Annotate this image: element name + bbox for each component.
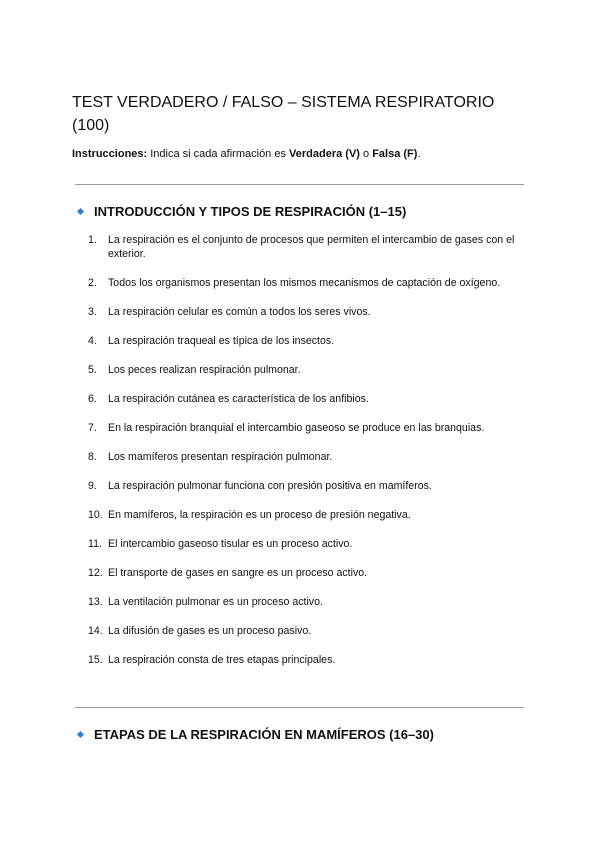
question-number: 1. <box>88 234 97 246</box>
question-number: 4. <box>88 335 97 347</box>
divider <box>75 184 524 185</box>
question-text: La respiración celular es común a todos los seres vivos. <box>108 306 371 318</box>
question-item <box>88 450 528 464</box>
instructions-text-before: Indica si cada afirmación es <box>147 148 290 160</box>
section-heading-1 <box>76 204 406 219</box>
question-text: La respiración traqueal es típica de los insectos. <box>108 335 335 347</box>
question-number: 6. <box>88 393 97 405</box>
question-number: 13. <box>88 596 103 608</box>
question-text: El intercambio gaseoso tisular es un proceso activo. <box>108 538 353 550</box>
question-number: 11. <box>88 538 102 550</box>
question-text: La respiración es el conjunto de procesos que permiten el intercambio de gases con el exterior. <box>108 234 515 260</box>
question-text: La respiración consta de tres etapas principales. <box>108 654 336 666</box>
question-number: 15. <box>88 654 103 666</box>
question-text: En la respiración branquial el intercambio gaseoso se produce en las branquias. <box>108 422 485 434</box>
section-heading-text: ETAPAS DE LA RESPIRACIÓN EN MAMÍFEROS (16–30) <box>94 727 434 742</box>
instructions-text-middle: o <box>359 148 373 160</box>
instructions-falsa: Falsa (F) <box>372 148 418 160</box>
question-number: 9. <box>88 480 97 492</box>
question-item <box>88 479 528 493</box>
question-text: Los peces realizan respiración pulmonar. <box>108 364 301 376</box>
question-number: 3. <box>88 306 97 318</box>
question-text: Todos los organismos presentan los mismos mecanismos de captación de oxígeno. <box>108 277 501 289</box>
question-text: En mamíferos, la respiración es un proceso de presión negativa. <box>108 509 411 521</box>
section-heading-2 <box>76 727 434 742</box>
instructions-text-after: . <box>417 148 421 160</box>
question-item <box>88 653 528 667</box>
question-text: Los mamíferos presentan respiración pulmonar. <box>108 451 333 463</box>
question-text: La ventilación pulmonar es un proceso activo. <box>108 596 323 608</box>
question-text: La respiración cutánea es característica de los anfibios. <box>108 393 369 405</box>
section-heading-text: INTRODUCCIÓN Y TIPOS DE RESPIRACIÓN (1–15) <box>94 204 407 219</box>
question-number: 8. <box>88 451 97 463</box>
question-number: 12. <box>88 567 103 579</box>
question-item <box>88 233 528 261</box>
question-text: La respiración pulmonar funciona con presión positiva en mamíferos. <box>108 480 432 492</box>
question-number: 14. <box>88 625 103 637</box>
question-list <box>88 233 528 682</box>
question-item <box>88 624 528 638</box>
question-number: 5. <box>88 364 97 376</box>
question-number: 7. <box>88 422 97 434</box>
instructions <box>72 147 421 161</box>
question-number: 10. <box>88 509 103 521</box>
diamond-bullet-icon <box>77 208 84 215</box>
question-item <box>88 334 528 348</box>
question-item <box>88 421 528 435</box>
question-text: El transporte de gases en sangre es un proceso activo. <box>108 567 368 579</box>
question-item <box>88 363 528 377</box>
question-item <box>88 566 528 580</box>
question-item <box>88 595 528 609</box>
question-text: La difusión de gases es un proceso pasivo. <box>108 625 312 637</box>
question-item <box>88 305 528 319</box>
question-number: 2. <box>88 277 97 289</box>
divider <box>75 707 524 708</box>
document-title: TEST VERDADERO / FALSO – SISTEMA RESPIRATORIO (100) <box>72 94 495 134</box>
instructions-label: Instrucciones: <box>72 148 148 160</box>
diamond-bullet-icon <box>77 731 84 738</box>
instructions-verdadera: Verdadera (V) <box>289 148 360 160</box>
question-item <box>88 508 528 522</box>
question-item <box>88 276 528 290</box>
question-item <box>88 392 528 406</box>
question-item <box>88 537 528 551</box>
